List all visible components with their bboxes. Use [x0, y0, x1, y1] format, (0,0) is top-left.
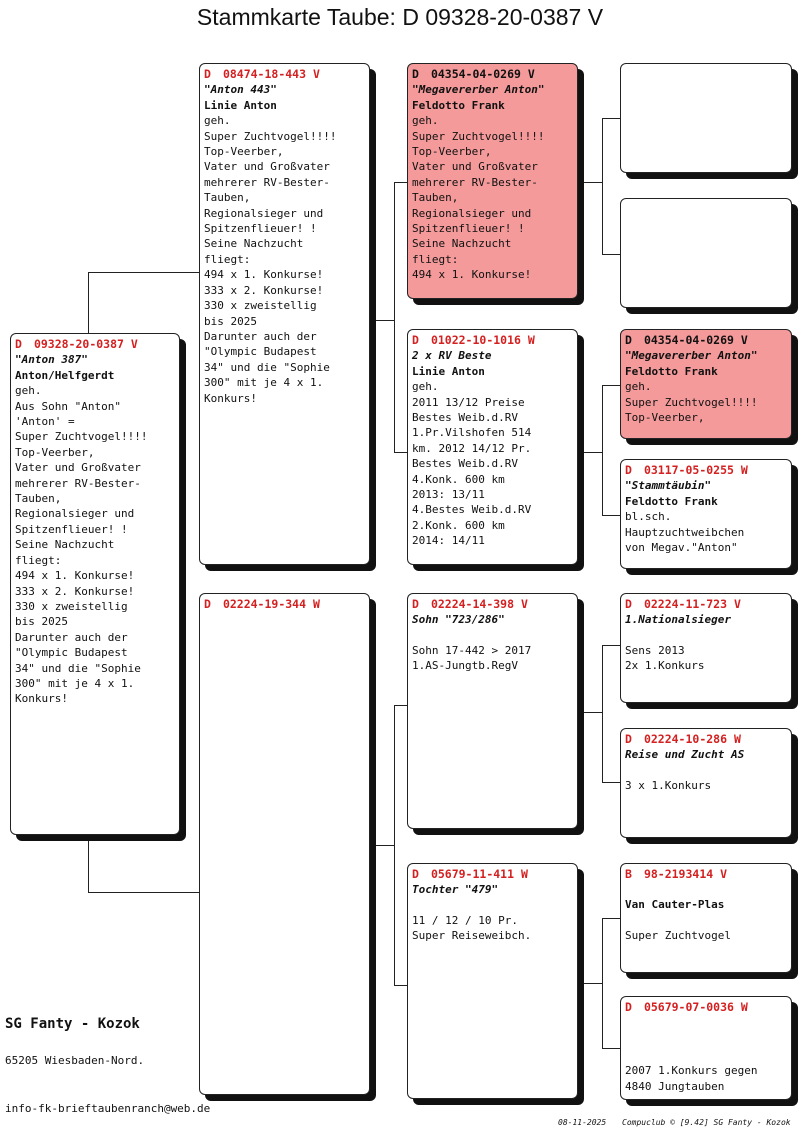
connector: [394, 182, 408, 183]
breeder-email[interactable]: info-fk-brieftaubenranch@web.de: [5, 1102, 211, 1115]
pigeon-owner: Feldotto Frank: [412, 98, 505, 112]
pigeon-card-fmm[interactable]: [620, 459, 792, 569]
pigeon-card-ffy-empty[interactable]: [620, 198, 792, 308]
ring-number: D 03117-05-0255 W: [625, 463, 748, 477]
connector: [602, 918, 603, 1048]
pigeon-info: geh. Super Zuchtvogel!!!! Top-Veerber, Vater und Großvater mehrerer RV-Bester- Tauben, Regionalsieger und Spitzenflieuer! ! Seine Nachzucht fliegt: 494 x 1. Konkurse!: [412, 114, 545, 282]
page-title: Stammkarte Taube: D 09328-20-0387 V: [196, 4, 604, 30]
ring-number: D 04354-04-0269 V: [625, 333, 748, 347]
pigeon-name: Sohn "723/286": [412, 613, 505, 627]
ring-number: D 02224-10-286 W: [625, 732, 741, 746]
pigeon-card-mmm[interactable]: [620, 996, 792, 1100]
ring-number: D 05679-11-411 W: [412, 867, 528, 881]
spacer: [412, 628, 573, 643]
pigeon-info: geh. Aus Sohn "Anton" 'Anton' = Super Zuchtvogel!!!! Top-Veerber, Vater und Großvater mehrerer RV-Bester- Tauben, Regionalsieger und Spitzenflieuer! ! Seine Nachzucht fliegt: 494 x 1. Konkurse! 333 x 2. Konkurse! 330 x zweistellig bis 2025 Darunter auch der "Olympic Budapest 34" und die "Sophie 300" mit je 4 x 1. Konkurs!: [15, 384, 148, 706]
spacer: [625, 628, 787, 643]
pigeon-owner: Linie Anton: [204, 98, 277, 112]
connector: [88, 836, 89, 892]
pigeon-card-fm[interactable]: [407, 329, 578, 565]
pigeon-name: "Megavererber Anton": [412, 83, 545, 97]
connector: [88, 892, 200, 893]
breeder-address: 65205 Wiesbaden-Nord.: [5, 1054, 145, 1067]
connector: [394, 452, 408, 453]
pigeon-card-ffx-empty[interactable]: [620, 63, 792, 173]
ring-number: B 98-2193414 V: [625, 867, 728, 881]
spacer: [625, 1015, 787, 1063]
pigeon-card-mf[interactable]: [407, 593, 578, 829]
pigeon-info: Sohn 17-442 > 2017 1.AS-Jungtb.RegV: [412, 643, 532, 673]
pigeon-owner: Feldotto Frank: [625, 494, 718, 508]
connector: [602, 645, 603, 782]
connector: [394, 985, 408, 986]
software-credit: Compuclub © [9.42] SG Fanty - Kozok: [622, 1118, 791, 1127]
pigeon-name: Reise und Zucht AS: [625, 748, 745, 762]
ring-number: D 02224-14-398 V: [412, 597, 528, 611]
print-date: 08-11-2025: [558, 1118, 607, 1127]
pigeon-name: "Anton 387": [15, 353, 88, 367]
ring-number: D 02224-11-723 V: [625, 597, 741, 611]
connector: [602, 645, 620, 646]
connector: [602, 1048, 620, 1049]
spacer: [625, 882, 787, 897]
connector: [578, 983, 602, 984]
ring-number: D 02224-19-344 W: [204, 597, 320, 611]
pigeon-info: 3 x 1.Konkurs: [625, 778, 712, 792]
pigeon-info: geh. 2011 13/12 Preise Bestes Weib.d.RV 1.Pr.Vilshofen 514 km. 2012 14/12 Pr. Bestes Weib.d.RV 4.Konk. 600 km 2013: 13/11 4.Bestes Weib.d.RV 2.Konk. 600 km 2014: 14/11: [412, 380, 532, 548]
pigeon-card-mff[interactable]: [620, 593, 792, 703]
ring-number: D 09328-20-0387 V: [15, 337, 138, 351]
connector: [602, 385, 620, 386]
pigeon-info: geh. Super Zuchtvogel!!!! Top-Veerber, Vater und Großvater mehrerer RV-Bester- Tauben, Regionalsieger und Spitzenflieuer! ! Seine Nachzucht fliegt: 494 x 1. Konkurse! 333 x 2. Konkurse! 330 x zweistellig bis 2025 Darunter auch der "Olympic Budapest 34" und die "Sophie 300" mit je 4 x 1. Konkurs!: [204, 114, 337, 405]
pigeon-card-mmf[interactable]: [620, 863, 792, 973]
pigeon-card-fmf[interactable]: [620, 329, 792, 439]
pigeon-info: Sens 2013 2x 1.Konkurs: [625, 643, 705, 673]
pigeon-name: "Anton 443": [204, 83, 277, 97]
pigeon-card-father[interactable]: [199, 63, 370, 565]
pigeon-name: 1.Nationalsieger: [625, 613, 731, 627]
ring-number: D 05679-07-0036 W: [625, 1000, 748, 1014]
ring-number: D 08474-18-443 V: [204, 67, 320, 81]
pigeon-info: bl.sch. Hauptzuchtweibchen von Megav."Anton": [625, 510, 745, 555]
connector: [602, 118, 603, 254]
pigeon-card-mother[interactable]: [199, 593, 370, 1095]
connector: [602, 254, 620, 255]
pigeon-info: Super Zuchtvogel: [625, 928, 731, 942]
connector: [578, 452, 602, 453]
connector: [370, 320, 394, 321]
ring-number: D 04354-04-0269 V: [412, 67, 535, 81]
connector: [394, 705, 408, 706]
pigeon-card-mfm[interactable]: [620, 728, 792, 838]
connector: [602, 515, 620, 516]
connector: [578, 712, 602, 713]
pigeon-name: "Stammtäubin": [625, 479, 712, 493]
pigeon-name: "Megavererber Anton": [625, 349, 758, 363]
connector: [602, 782, 620, 783]
spacer: [625, 913, 787, 928]
spacer: [625, 763, 787, 778]
pigeon-owner: Feldotto Frank: [625, 364, 718, 378]
pigeon-card-ff[interactable]: [407, 63, 578, 299]
ring-number: D 01022-10-1016 W: [412, 333, 535, 347]
connector: [578, 182, 602, 183]
pigeon-card-main[interactable]: [10, 333, 180, 835]
pigeon-name: 2 x RV Beste: [412, 349, 492, 363]
pigeon-info: 11 / 12 / 10 Pr. Super Reiseweibch.: [412, 913, 532, 943]
pigeon-info: geh. Super Zuchtvogel!!!! Top-Veerber,: [625, 380, 758, 425]
connector: [88, 272, 89, 334]
connector: [602, 118, 620, 119]
pigeon-owner: Van Cauter-Plas: [625, 898, 725, 912]
pigeon-card-mm[interactable]: [407, 863, 578, 1099]
breeder-name: SG Fanty - Kozok: [5, 1016, 140, 1032]
spacer: [412, 898, 573, 913]
connector: [88, 272, 200, 273]
connector: [394, 705, 395, 985]
connector: [370, 845, 394, 846]
pigeon-info: 2007 1.Konkurs gegen 4840 Jungtauben: [625, 1064, 758, 1093]
connector: [394, 182, 395, 452]
connector: [602, 385, 603, 515]
pigeon-owner: Anton/Helfgerdt: [15, 368, 115, 382]
connector: [602, 918, 620, 919]
pigeon-owner: Linie Anton: [412, 364, 485, 378]
pigeon-name: Tochter "479": [412, 883, 499, 897]
